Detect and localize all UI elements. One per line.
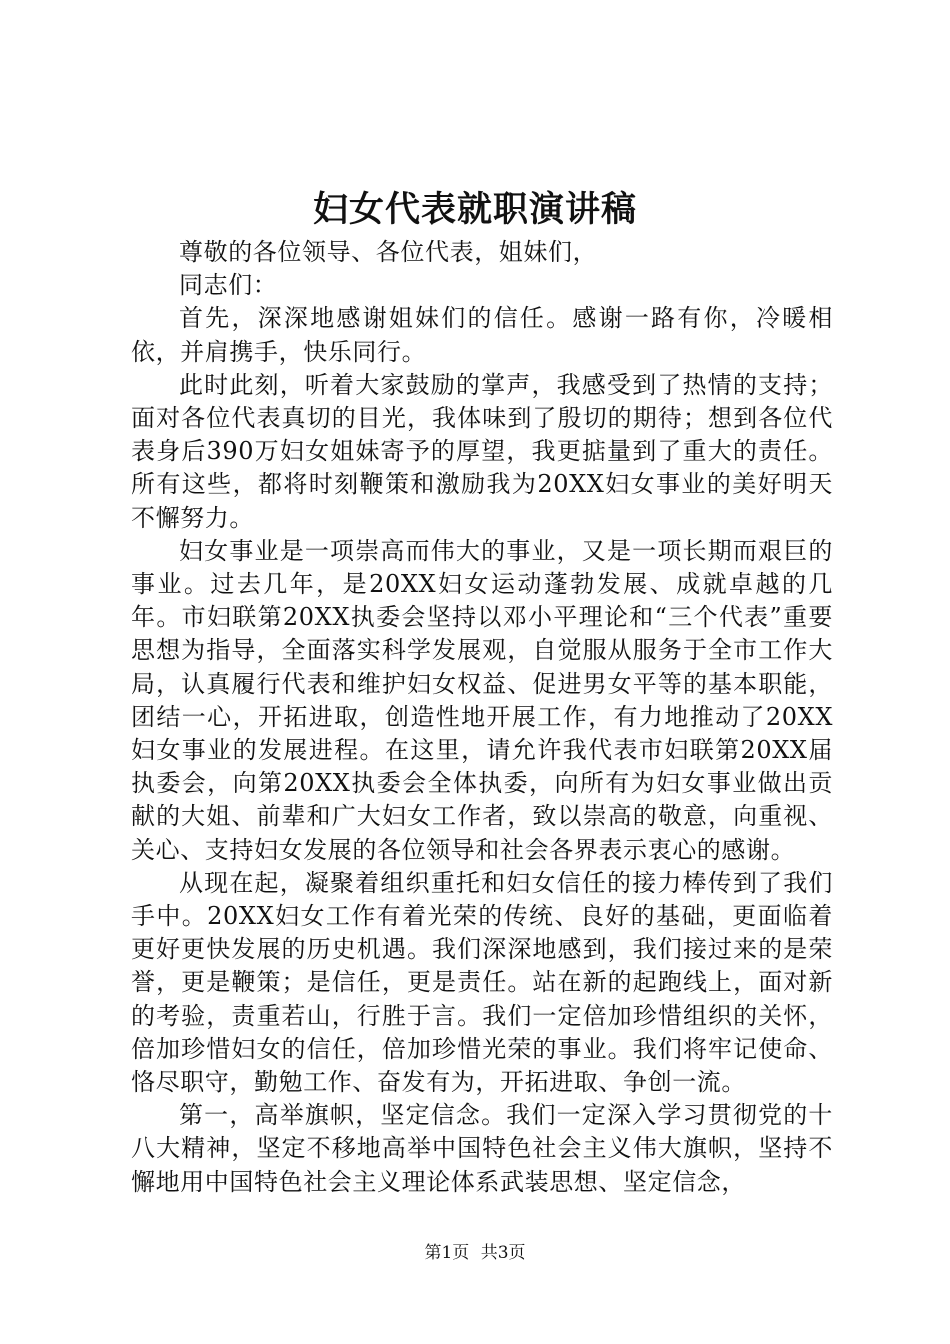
paragraph: 妇女事业是一项崇高而伟大的事业，又是一项长期而艰巨的事业。过去几年，是20XX妇女运动蓬勃发展、成就卓越的几年。市妇联第20XX执委会坚持以邓小平理论和“三个代表”重要思想为指导，全面落实科学发展观，自觉服从服务于全市工作大局，认真履行代表和维护妇女权益、促进男女平等的基本职能，团结一心，开拓进取，创造性地开展工作，有力地推动了20XX妇女事业的发展进程。在这里，请允许我代表市妇联第20XX届执委会，向第20XX执委会全体执委，向所有为妇女事业做出贡献的大姐、前辈和广大妇女工作者，致以崇高的敬意，向重视、关心、支持妇女发展的各位领导和社会各界表示衷心的感谢。	[131, 536, 833, 864]
page-footer	[0, 1240, 950, 1266]
document-title: 妇女代表就职演讲稿	[312, 189, 637, 230]
paragraph: 首先，深深地感谢姐妹们的信任。感谢一路有你，冷暖相依，并肩携手，快乐同行。	[131, 304, 833, 366]
paragraph: 第一，高举旗帜，坚定信念。我们一定深入学习贯彻党的十八大精神，坚定不移地高举中国特色社会主义伟大旗帜，坚持不懈地用中国特色社会主义理论体系武装思想、坚定信念，	[131, 1101, 833, 1196]
paragraph: 从现在起，凝聚着组织重托和妇女信任的接力棒传到了我们手中。20XX妇女工作有着光荣的传统、良好的基础，更面临着更好更快发展的历史机遇。我们深深地感到，我们接过来的是荣誉，更是鞭策；是信任，更是责任。站在新的起跑线上，面对新的考验，责重若山，行胜于言。我们一定倍加珍惜组织的关怀，倍加珍惜妇女的信任，倍加珍惜光荣的事业。我们将牢记使命、恪尽职守，勤勉工作、奋发有为，开拓进取、争创一流。	[131, 868, 833, 1097]
paragraph-salutation: 尊敬的各位领导、各位代表，姐妹们，	[179, 238, 598, 266]
document-body	[131, 236, 833, 1199]
page-number: 第1页	[424, 1243, 470, 1263]
paragraph: 此时此刻，听着大家鼓励的掌声，我感受到了热情的支持；面对各位代表真切的目光，我体味到了殷切的期待；想到各位代表身后390万妇女姐妹寄予的厚望，我更掂量到了重大的责任。所有这些，都将时刻鞭策和激励我为20XX妇女事业的美好明天不懈努力。	[131, 370, 833, 532]
page-total: 共3页	[480, 1243, 526, 1263]
paragraph-salutation-2: 同志们：	[179, 271, 278, 300]
